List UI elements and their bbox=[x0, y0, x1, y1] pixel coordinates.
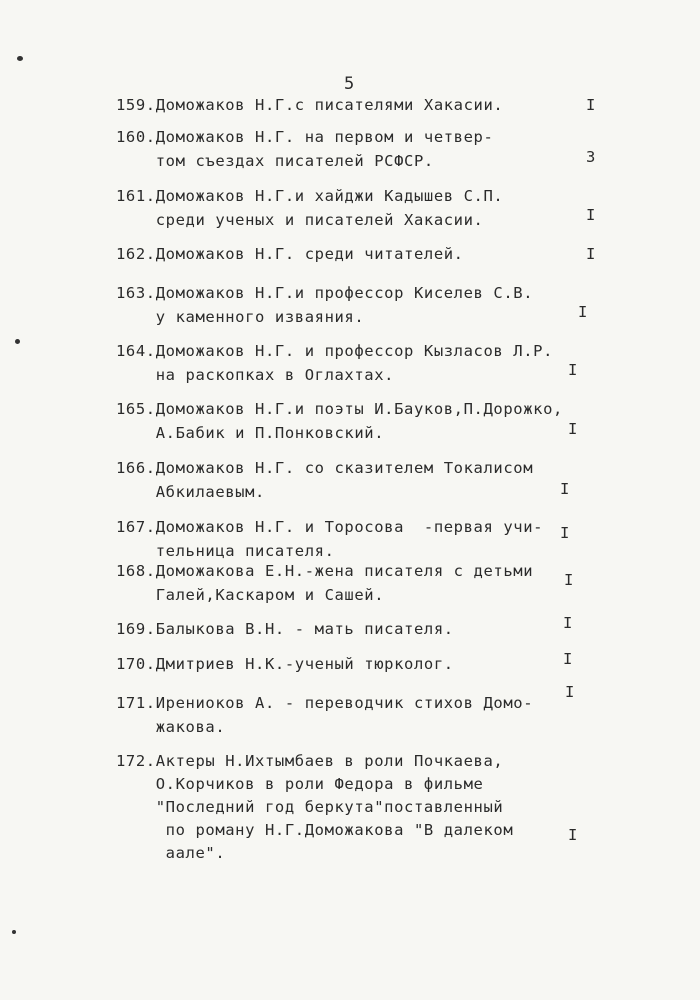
entry-continuation: Галей,Каскаром и Сашей. bbox=[116, 586, 385, 604]
entry-count: 3 bbox=[586, 148, 596, 166]
entry-title: 168.Доможакова Е.Н.-жена писателя с детьми bbox=[116, 562, 534, 580]
entry-continuation: жакова. bbox=[116, 718, 226, 736]
entry-count: I bbox=[565, 683, 575, 701]
entry-title: 163.Доможаков Н.Г.и профессор Киселев С.В. bbox=[116, 284, 534, 302]
entry-continuation: по роману Н.Г.Доможакова "В далеком bbox=[116, 821, 514, 839]
entry-count: I bbox=[586, 245, 596, 263]
entry-continuation: тельница писателя. bbox=[116, 542, 335, 560]
entry-count: I bbox=[560, 480, 570, 498]
entry-continuation: О.Корчиков в роли Федора в фильме bbox=[116, 775, 484, 793]
entry-count: I bbox=[563, 650, 573, 668]
entry-title: 167.Доможаков Н.Г. и Торосова -первая учи- bbox=[116, 518, 544, 536]
entry-title: 171.Ирениоков А. - переводчик стихов Домо- bbox=[116, 694, 534, 712]
entry-count: I bbox=[564, 571, 574, 589]
entry-count: I bbox=[563, 614, 573, 632]
entry-title: 169.Балыкова В.Н. - мать писателя. bbox=[116, 620, 454, 638]
entry-title: 161.Доможаков Н.Г.и хайджи Кадышев С.П. bbox=[116, 187, 504, 205]
punch-hole-mark bbox=[17, 56, 23, 61]
entry-title: 172.Актеры Н.Ихтымбаев в роли Почкаева, bbox=[116, 752, 504, 770]
entry-count: I bbox=[568, 420, 578, 438]
entry-count: I bbox=[586, 96, 596, 114]
entry-count: I bbox=[568, 361, 578, 379]
punch-hole-mark bbox=[15, 339, 20, 344]
entry-continuation: "Последний год беркута"поставленный bbox=[116, 798, 504, 816]
entry-continuation: Абкилаевым. bbox=[116, 483, 265, 501]
entry-title: 162.Доможаков Н.Г. среди читателей. bbox=[116, 245, 464, 263]
entry-continuation: на раскопках в Оглахтах. bbox=[116, 366, 395, 384]
entry-count: I bbox=[568, 826, 578, 844]
entry-continuation: А.Бабик и П.Понковский. bbox=[116, 424, 385, 442]
entry-continuation: аале". bbox=[116, 844, 226, 862]
entry-title: 170.Дмитриев Н.К.-ученый тюрколог. bbox=[116, 655, 454, 673]
entry-title: 160.Доможаков Н.Г. на первом и четвер- bbox=[116, 128, 494, 146]
entry-title: 165.Доможаков Н.Г.и поэты И.Бауков,П.Дорожко, bbox=[116, 400, 563, 418]
entry-continuation: том съездах писателей РСФСР. bbox=[116, 152, 434, 170]
entry-title: 159.Доможаков Н.Г.с писателями Хакасии. bbox=[116, 96, 504, 114]
entry-continuation: у каменного изваяния. bbox=[116, 308, 365, 326]
entry-title: 166.Доможаков Н.Г. со сказителем Токалисом bbox=[116, 459, 534, 477]
entry-title: 164.Доможаков Н.Г. и профессор Кызласов Л.Р. bbox=[116, 342, 553, 360]
entry-count: I bbox=[560, 524, 570, 542]
entry-count: I bbox=[586, 206, 596, 224]
page-number: 5 bbox=[344, 74, 355, 94]
entry-continuation: среди ученых и писателей Хакасии. bbox=[116, 211, 484, 229]
punch-hole-mark bbox=[12, 930, 16, 934]
entry-count: I bbox=[578, 303, 588, 321]
